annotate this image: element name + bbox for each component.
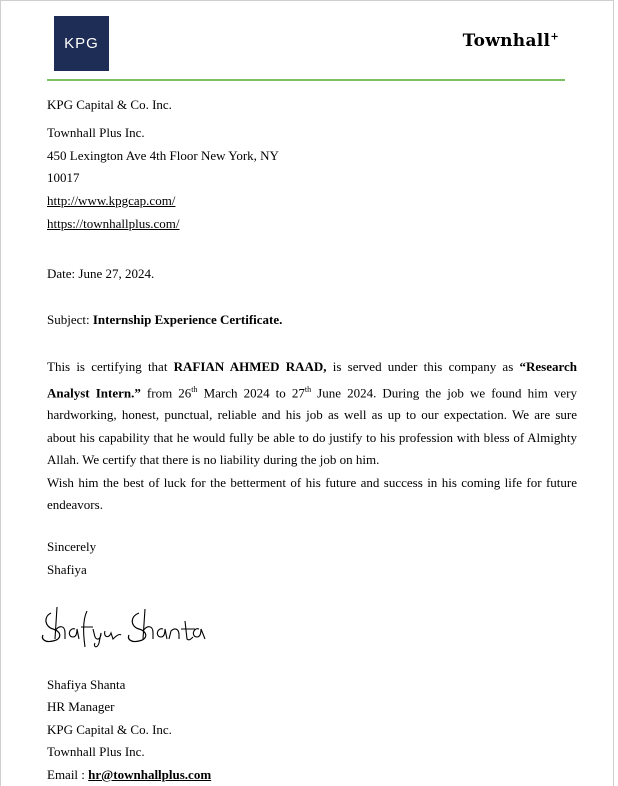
townhall-logo-text: Townhall bbox=[462, 31, 551, 51]
intern-name: RAFIAN AHMED RAAD, bbox=[173, 359, 327, 374]
signatory-email-line bbox=[47, 767, 211, 783]
kpg-logo-text: KPG bbox=[64, 35, 99, 52]
letter-date: Date: June 27, 2024. bbox=[47, 266, 155, 281]
townhall-logo bbox=[463, 31, 559, 51]
subject-text: Internship Experience Certificate. bbox=[92, 312, 283, 327]
body-text-b: is served under this company as bbox=[326, 359, 520, 374]
townhall-website-link[interactable]: https://townhallplus.com/ bbox=[47, 216, 180, 231]
header-divider bbox=[47, 79, 565, 81]
body-text-a: This is certifying that bbox=[47, 359, 174, 374]
body-text-c: from 26 bbox=[140, 384, 192, 400]
address-street: 450 Lexington Ave 4th Floor New York, NY bbox=[47, 148, 279, 163]
letter-body bbox=[47, 356, 577, 517]
address-company-2: Townhall Plus Inc. bbox=[47, 125, 145, 140]
address-company-1: KPG Capital & Co. Inc. bbox=[47, 97, 172, 112]
subject-label: Subject: bbox=[47, 312, 93, 327]
address-zip: 10017 bbox=[47, 170, 80, 185]
email-link[interactable]: hr@townhallplus.com bbox=[88, 767, 212, 782]
signatory-company-2: Townhall Plus Inc. bbox=[47, 744, 145, 759]
kpg-website-link[interactable]: http://www.kpgcap.com/ bbox=[47, 193, 176, 208]
signatory-name: Shafiya Shanta bbox=[47, 677, 126, 692]
signatory-title: HR Manager bbox=[47, 699, 115, 714]
letter-subject bbox=[47, 312, 282, 328]
body-paragraph-2: Wish him the best of luck for the betterment of his future and success in his coming life for future endeavors. bbox=[47, 474, 577, 513]
body-paragraph-1 bbox=[47, 356, 577, 472]
ordinal-suffix-1: th bbox=[191, 384, 198, 394]
ordinal-suffix-2: th bbox=[304, 384, 312, 394]
body-text-e: June 2024. During the job we found him very hardworking, honest, punctual, reliable and his job as well as up to our expectation. We are sure about his capability that he would fully be able to do justify to his profession with bless of Almighty Allah. We certify that there is no liability during the job on him. bbox=[47, 384, 578, 468]
email-label: Email : bbox=[47, 767, 89, 782]
kpg-logo bbox=[54, 16, 109, 71]
closing-first-name: Shafiya bbox=[47, 562, 87, 577]
townhall-logo-mark: + bbox=[550, 31, 559, 43]
closing-sincerely: Sincerely bbox=[47, 539, 97, 554]
intern-role: “Research Analyst Intern.” bbox=[47, 359, 578, 400]
handwritten-signature bbox=[39, 599, 209, 649]
signatory-company-1: KPG Capital & Co. Inc. bbox=[47, 722, 172, 737]
body-text-d: March 2024 to 27 bbox=[197, 384, 305, 400]
